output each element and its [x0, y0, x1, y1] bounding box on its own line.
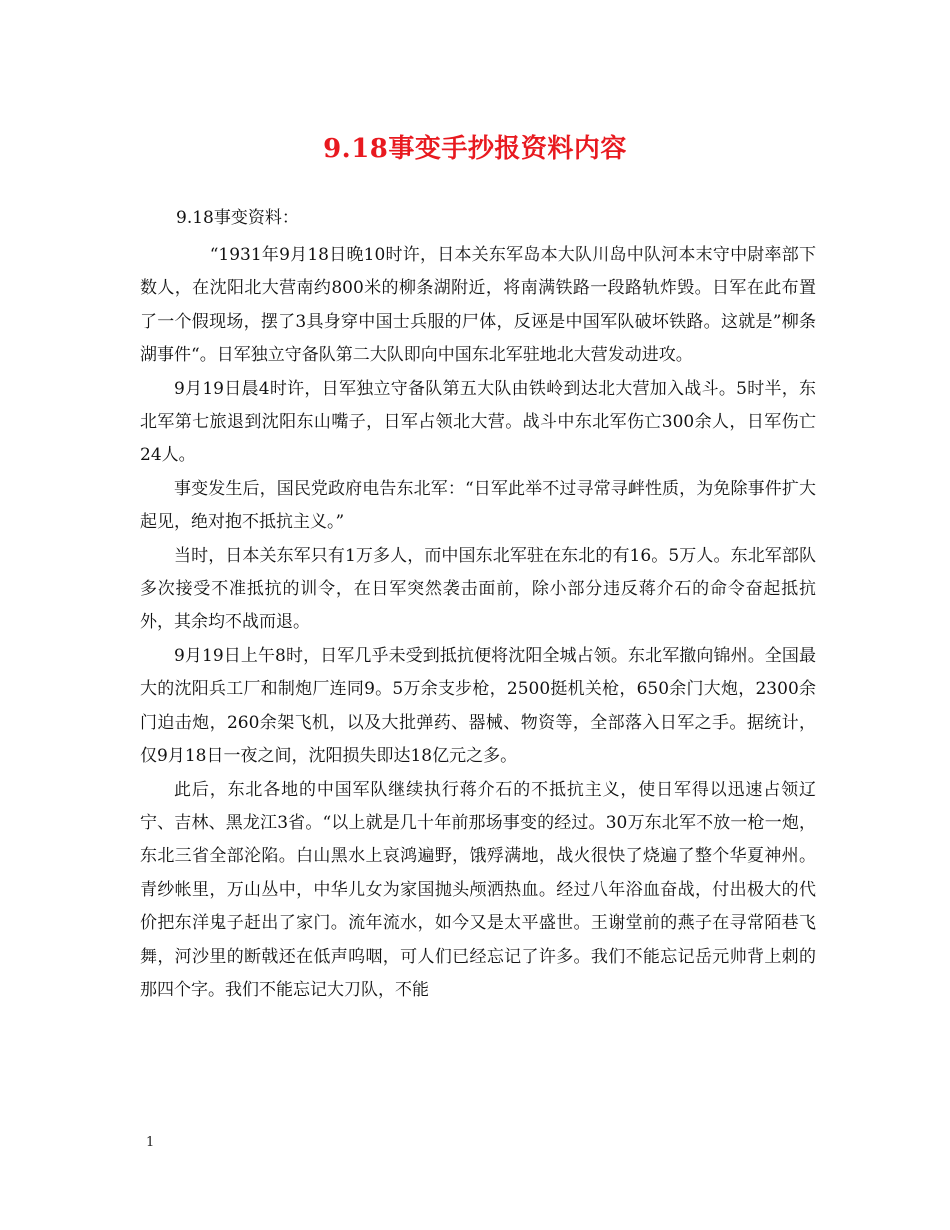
paragraph-aftermath: 此后，东北各地的中国军队继续执行蒋介石的不抵抗主义，使日军得以迅速占领辽宁、吉林、黑龙江3省。“以上就是几十年前那场事变的经过。30万东北军不放一枪一炮，东北三省全部沦陷。白山黑水上哀鸿遍野，饿殍满地，战火很快了烧遍了整个华夏神州。青纱帐里，万山丛中，中华儿女为家国抛头颅洒热血。经过八年浴血奋战，付出极大的代价把东洋鬼子赶出了家门。流年流水，如今又是太平盛世。王谢堂前的燕子在寻常陌巷飞舞，河沙里的断戟还在低声呜咽，可人们已经忘记了许多。我们不能忘记岳元帅背上刺的那四个字。我们不能忘记大刀队，不能 [140, 779, 816, 1000]
paragraph-force-comparison: 当时，日本关东军只有1万多人，而中国东北军驻在东北的有16。5万人。东北军部队多次接受不准抵抗的训令，在日军突然袭击面前，除小部分违反蒋介石的命令奋起抵抗外，其余均不战而退。 [140, 545, 816, 633]
paragraph-shenyang-occupied: 9月19日上午8时，日军几乎未受到抵抗便将沈阳全城占领。东北军撤向锦州。全国最大的沈阳兵工厂和制炮厂连同9。5万余支步枪，2500挺机关枪，650余门大炮，2300余门迫击炮，260余架飞机，以及大批弹药、器械、物资等，全部落入日军之手。据统计，仅9月18日一夜之间，沈阳损失即达18亿元之多。 [140, 645, 816, 767]
document-title: 9.18事变手抄报资料内容 [323, 134, 627, 164]
paragraph-incident: “1931年9月18日晚10时许，日本关东军岛本大队川岛中队河本末守中尉率部下数人，在沈阳北大营南约800米的柳条湖附近，将南满铁路一段路轨炸毁。日军在此布置了一个假现场，摆了3具身穿中国士兵服的尸体，反诬是中国军队破坏铁路。这就是”柳条湖事件“。日军独立守备队第二大队即向中国东北军驻地北大营发动进攻。 [140, 245, 816, 366]
document-body [140, 239, 816, 1007]
paragraph-government-order: 事变发生后，国民党政府电告东北军：“日军此举不过寻常寻衅性质，为免除事件扩大起见，绝对抱不抵抗主义。” [140, 478, 816, 533]
section-label: 9.18事变资料： [176, 208, 299, 228]
page-number: 1 [146, 1135, 155, 1150]
paragraph-sept19-morning: 9月19日晨4时许，日军独立守备队第五大队由铁岭到达北大营加入战斗。5时半，东北军第七旅退到沈阳东山嘴子，日军占领北大营。战斗中东北军伤亡300余人，日军伤亡24人。 [140, 378, 816, 466]
